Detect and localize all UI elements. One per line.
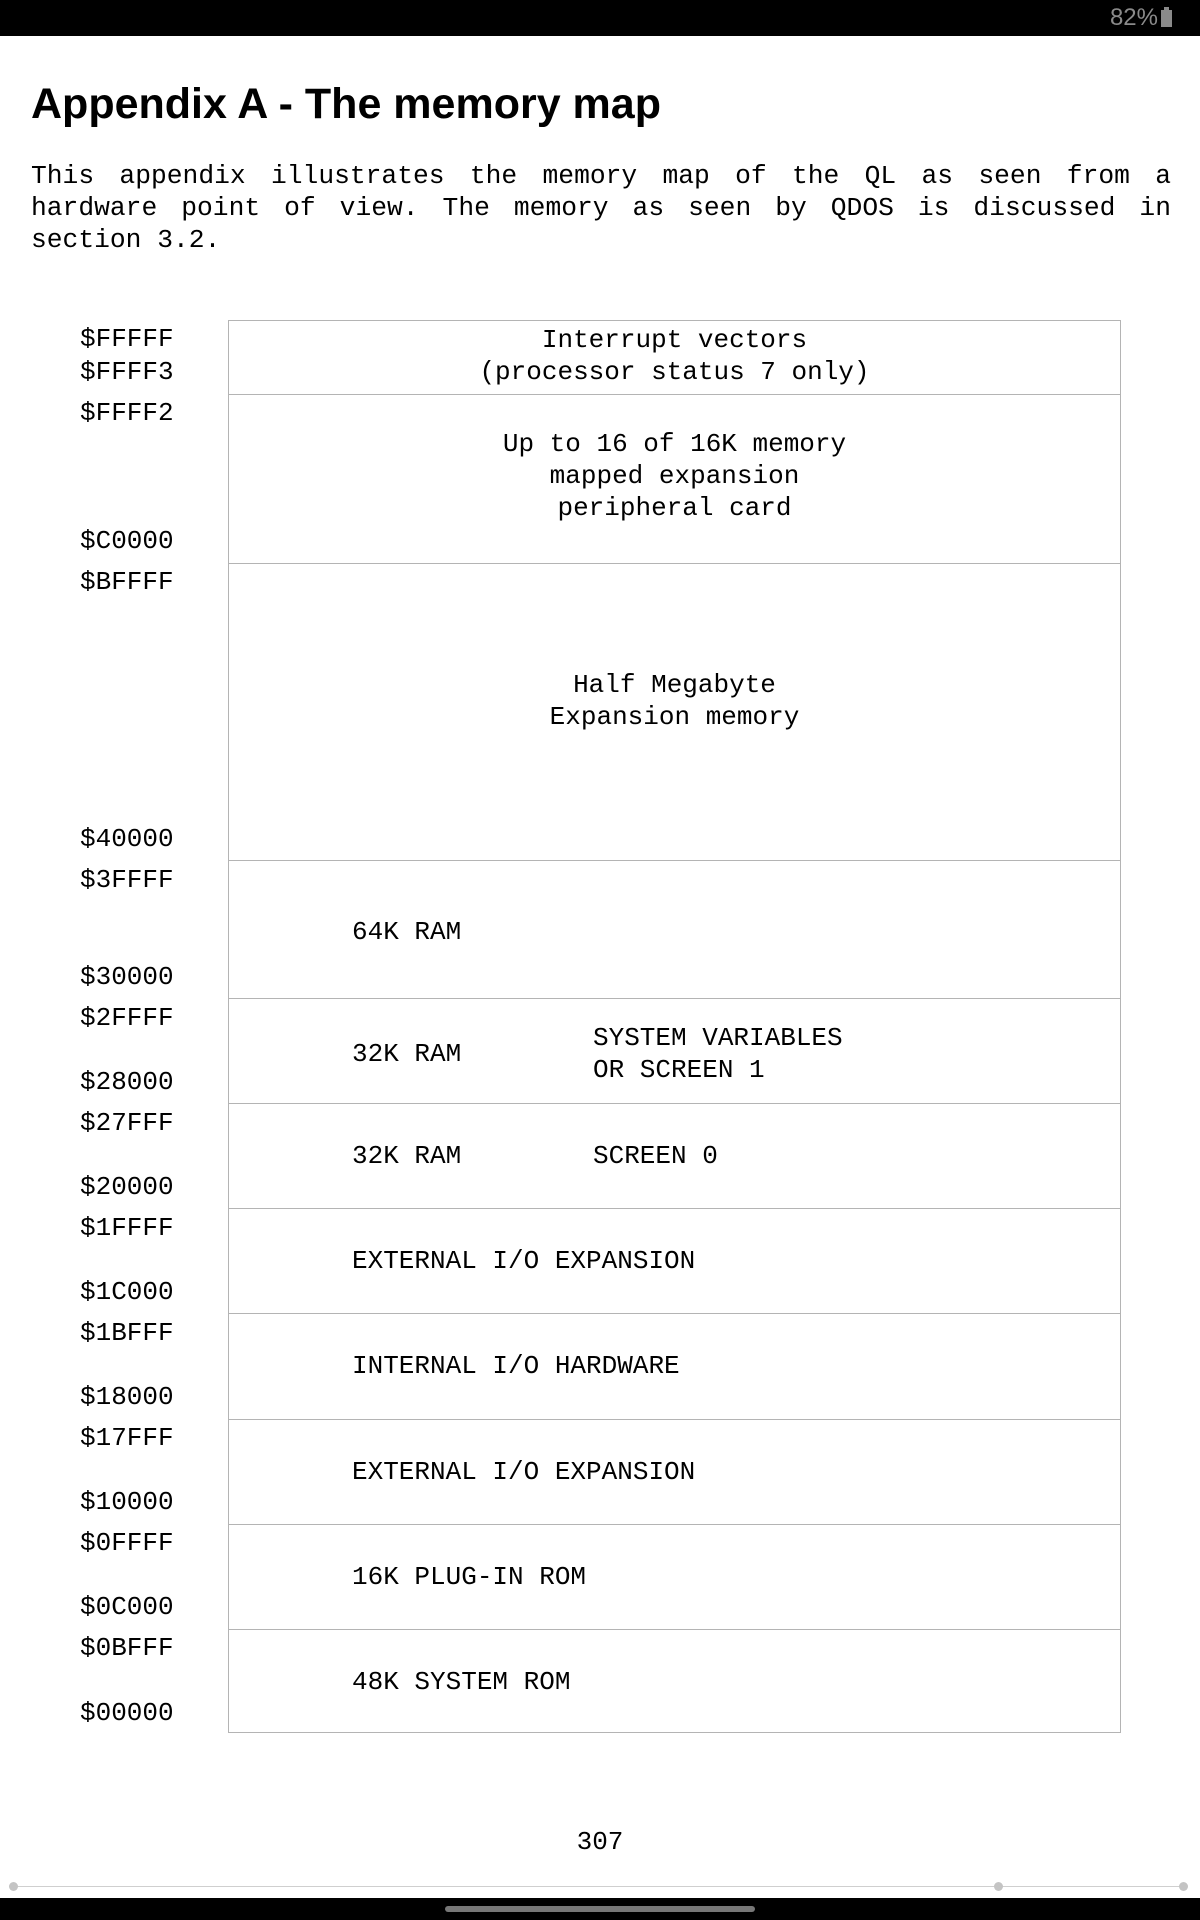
address-label: $20000 (80, 1172, 174, 1202)
address-label: $0FFFF (80, 1528, 174, 1558)
region-label: peripheral card (557, 493, 792, 523)
address-label: $FFFF2 (80, 398, 174, 428)
address-label: $1BFFF (80, 1318, 174, 1348)
address-label: $FFFFF (80, 324, 174, 354)
region-label: mapped expansion (549, 461, 800, 491)
region-external-io-expansion (229, 1419, 1120, 1524)
scrubber-handle[interactable] (994, 1882, 1003, 1891)
region-label: EXTERNAL I/O EXPANSION (352, 1457, 696, 1487)
scrubber-end-dot (1179, 1882, 1188, 1891)
address-label: $40000 (80, 824, 174, 854)
status-bar (0, 0, 1200, 36)
address-label: $FFFF3 (80, 357, 174, 387)
region-64k-ram (229, 860, 1120, 998)
address-label: $0C000 (80, 1592, 174, 1622)
region-32k-ram-screen-0 (229, 1103, 1120, 1208)
battery-icon (1161, 10, 1172, 27)
address-label: $30000 (80, 962, 174, 992)
address-label: $BFFFF (80, 567, 174, 597)
region-label: Interrupt vectors (541, 325, 808, 355)
address-label: $C0000 (80, 526, 174, 556)
region-label: 32K RAM (352, 1039, 462, 1069)
region-interrupt-vectors (229, 321, 1120, 394)
address-label: $3FFFF (80, 865, 174, 895)
address-label: $1C000 (80, 1277, 174, 1307)
region-use: SYSTEM VARIABLES (593, 1023, 843, 1053)
region-plug-in-rom (229, 1524, 1120, 1629)
region-label: INTERNAL I/O HARDWARE (352, 1351, 680, 1381)
address-label: $2FFFF (80, 1003, 174, 1033)
region-32k-ram-system-variables (229, 998, 1120, 1103)
memory-map (228, 320, 1121, 1733)
page-title: Appendix A - The memory map (31, 80, 661, 128)
region-label: EXTERNAL I/O EXPANSION (352, 1246, 696, 1276)
battery-indicator (1110, 4, 1172, 32)
region-label: 32K RAM (352, 1141, 462, 1171)
region-use: SCREEN 0 (593, 1141, 718, 1171)
battery-level: 82% (1109, 4, 1158, 31)
address-label: $28000 (80, 1067, 174, 1097)
region-external-io-expansion (229, 1208, 1120, 1313)
address-label: $17FFF (80, 1423, 174, 1453)
page-number: 307 (576, 1827, 624, 1857)
region-label: Up to 16 of 16K memory (502, 429, 847, 459)
address-label: $0BFFF (80, 1633, 174, 1663)
region-use: OR SCREEN 1 (593, 1055, 765, 1085)
region-expansion-memory (229, 563, 1120, 860)
address-label: $1FFFF (80, 1213, 174, 1243)
region-system-rom (229, 1629, 1120, 1734)
region-label: 48K SYSTEM ROM (352, 1667, 571, 1697)
region-internal-io-hardware (229, 1313, 1120, 1419)
region-label: 16K PLUG-IN ROM (352, 1562, 587, 1592)
region-label: (processor status 7 only) (479, 357, 870, 387)
scrubber-start-dot (9, 1882, 18, 1891)
intro-paragraph: This appendix illustrates the memory map of the QL as seen from a hardware point of view. The memory as seen by QDOS is discussed in section 3.2. (31, 161, 1171, 255)
address-label: $18000 (80, 1382, 174, 1412)
address-label: $10000 (80, 1487, 174, 1517)
page-scrubber[interactable] (14, 1886, 1184, 1887)
address-label: $27FFF (80, 1108, 174, 1138)
home-gesture-handle[interactable] (445, 1906, 755, 1912)
region-label: Half Megabyte (573, 670, 776, 700)
region-label: 64K RAM (352, 917, 462, 947)
region-peripheral-card (229, 394, 1120, 563)
address-label: $00000 (80, 1698, 174, 1728)
region-label: Expansion memory (549, 702, 800, 732)
